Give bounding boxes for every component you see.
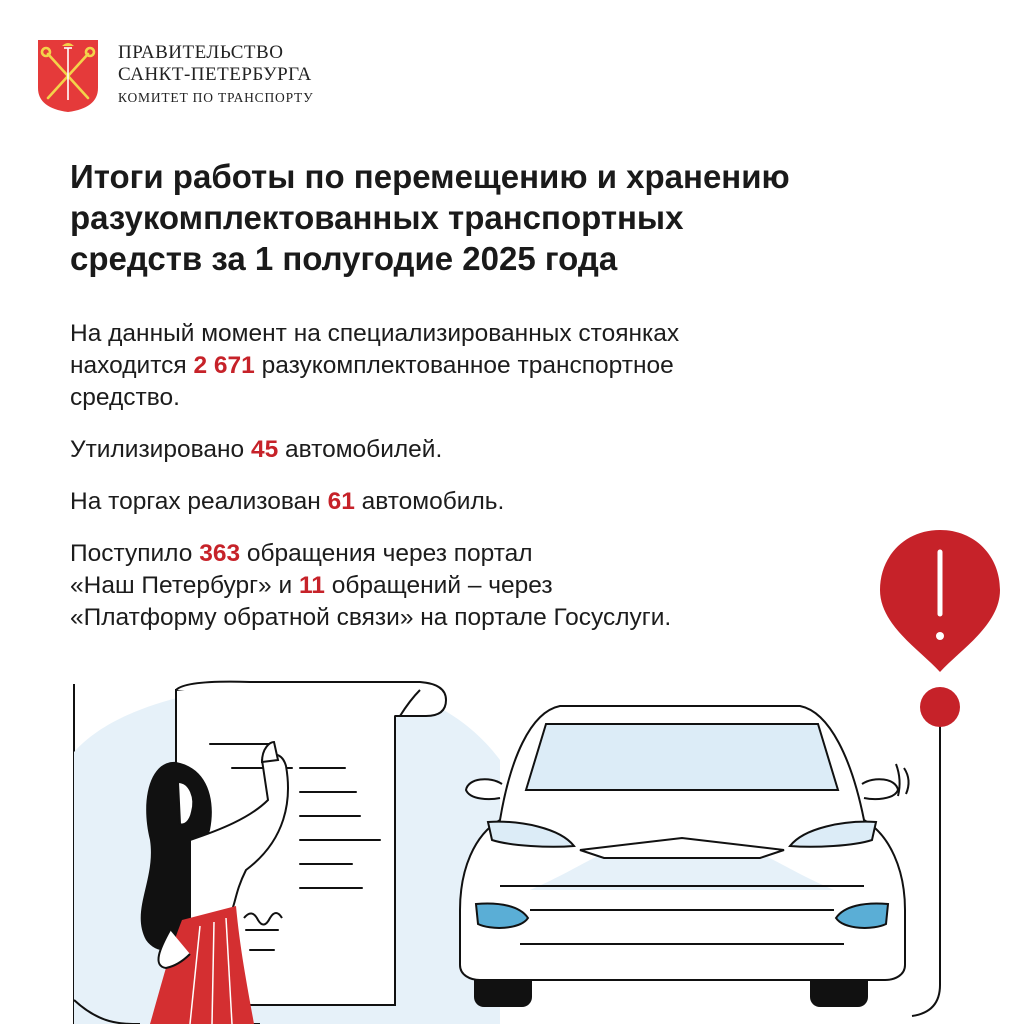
stat-appeals <box>70 538 930 634</box>
stat-parked-line-3: средство. <box>70 384 180 411</box>
background-panel <box>74 682 940 1024</box>
stat-recycled-post: автомобилей. <box>278 436 443 463</box>
stat-auction-value: 61 <box>327 488 355 515</box>
stat-appeals-line-1 <box>70 538 930 570</box>
header <box>36 38 313 114</box>
stat-appeals-value-1: 363 <box>199 540 241 567</box>
stat-auction-post: автомобиль. <box>354 488 505 515</box>
stat-appeals-line-3: «Платформу обратной связи» на портале Госуслуги. <box>70 604 672 631</box>
org-line-1: ПРАВИТЕЛЬСТВО <box>118 42 284 63</box>
stats-text <box>70 318 930 634</box>
stat-auction-pre: На торгах реализован <box>70 488 328 515</box>
document-scroll <box>176 682 446 1005</box>
car <box>460 706 909 1007</box>
stat-parked-line-2 <box>70 350 930 382</box>
stat-parked-vehicles <box>70 318 930 414</box>
stat-appeals-line2-post: обращений – через <box>324 572 553 599</box>
stat-appeals-line2-pre: «Наш Петербург» и <box>70 572 299 599</box>
stat-parked-post: разукомплектованное транспортное <box>254 352 674 379</box>
stat-recycled <box>70 434 930 466</box>
stat-appeals-pre: Поступило <box>70 540 200 567</box>
title-line-1: Итоги работы по перемещению и хранению <box>70 158 790 195</box>
org-line-3: КОМИТЕТ ПО ТРАНСПОРТУ <box>118 89 314 105</box>
title-line-2: разукомплектованных транспортных <box>70 199 684 236</box>
stat-appeals-line-2 <box>70 570 930 602</box>
page-title <box>70 156 970 279</box>
stat-parked-value: 2 671 <box>193 352 255 379</box>
city-emblem-icon <box>36 38 100 114</box>
stat-recycled-value: 45 <box>250 436 279 463</box>
stat-auction <box>70 486 930 518</box>
stat-appeals-value-2: 11 <box>298 572 325 599</box>
title-line-3: средств за 1 полугодие 2025 года <box>70 240 618 277</box>
stat-parked-line-1: На данный момент на специализированных стоянках <box>70 320 680 347</box>
stat-parked-pre: находится <box>70 352 194 379</box>
org-line-2: САНКТ-ПЕТЕРБУРГА <box>118 63 312 85</box>
stat-recycled-pre: Утилизировано <box>70 436 251 463</box>
stat-appeals-mid: обращения через портал <box>240 540 533 567</box>
woman-figure <box>141 742 288 1024</box>
organization-name <box>118 38 313 105</box>
